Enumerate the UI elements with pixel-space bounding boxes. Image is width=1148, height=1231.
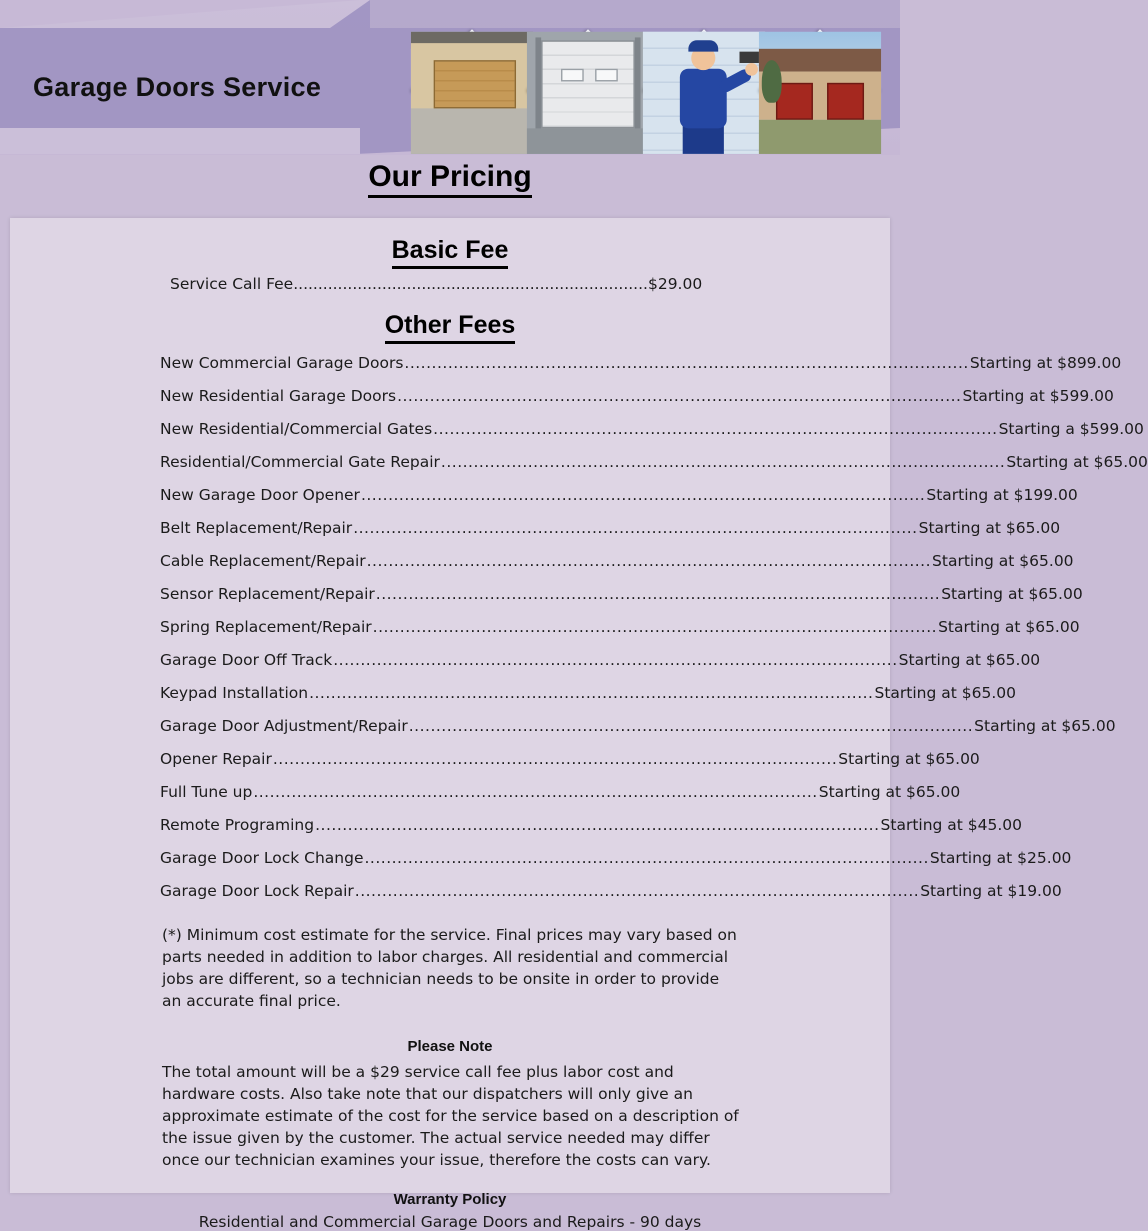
leader-dots: ........................................................................................................ bbox=[315, 816, 880, 834]
badge-garage-door-tan-icon bbox=[411, 29, 533, 151]
fee-value: Starting at $65.00 bbox=[918, 519, 1061, 537]
fee-value: Starting at $599.00 bbox=[962, 387, 1114, 405]
pricing-card bbox=[10, 218, 1148, 1231]
leader-dots: ........................................................................................................ bbox=[404, 354, 969, 372]
other-fees-rows bbox=[10, 354, 1148, 900]
fee-label: Opener Repair bbox=[160, 750, 272, 768]
fee-value: Starting at $65.00 bbox=[941, 585, 1083, 603]
basic-fee-label: Service Call Fee bbox=[170, 275, 294, 293]
fee-value: Starting at $19.00 bbox=[920, 882, 1062, 900]
table-row bbox=[10, 354, 1122, 372]
fee-value: Starting a $599.00 bbox=[998, 420, 1144, 438]
table-row bbox=[10, 651, 1041, 669]
table-row bbox=[170, 275, 730, 293]
please-note-heading: Please Note bbox=[407, 1038, 493, 1055]
leader-dots: ........................................................................................................ bbox=[354, 882, 920, 900]
basic-fee-rows bbox=[10, 275, 890, 293]
fee-label: Garage Door Lock Change bbox=[160, 849, 364, 867]
leader-dots: ........................................................................................................ bbox=[272, 750, 838, 768]
fee-value: Starting at $65.00 bbox=[932, 552, 1074, 570]
leader-dots: ........................................................................................................ bbox=[366, 552, 932, 570]
fee-label: New Residential/Commercial Gates bbox=[160, 420, 433, 438]
table-row bbox=[10, 519, 1061, 537]
leader-dots: ........................................................................................................ bbox=[372, 618, 938, 636]
leader-dots: ........................................................................................................ bbox=[433, 420, 998, 438]
fee-label: Belt Replacement/Repair bbox=[160, 519, 353, 537]
table-row bbox=[10, 552, 1074, 570]
fee-label: Garage Door Adjustment/Repair bbox=[160, 717, 408, 735]
fee-label: Full Tune up bbox=[160, 783, 253, 801]
fee-label: New Residential Garage Doors bbox=[160, 387, 397, 405]
fee-value: Starting at $65.00 bbox=[938, 618, 1080, 636]
fee-label: New Commercial Garage Doors bbox=[160, 354, 404, 372]
page-title-text: Our Pricing bbox=[368, 160, 531, 198]
fee-value: Starting at $65.00 bbox=[818, 783, 961, 801]
table-row bbox=[10, 816, 1023, 834]
fee-label: Keypad Installation bbox=[160, 684, 309, 702]
fee-label: Remote Programing bbox=[160, 816, 315, 834]
fee-value: Starting at $899.00 bbox=[969, 354, 1122, 372]
fee-value: Starting at $45.00 bbox=[880, 816, 1023, 834]
table-row bbox=[10, 849, 1072, 867]
leader-dots: ........................................................................................................ bbox=[408, 717, 974, 735]
fee-label: Residential/Commercial Gate Repair bbox=[160, 453, 440, 471]
leader-dots: ........................................................................................................ bbox=[253, 783, 818, 801]
fee-value: Starting at $65.00 bbox=[898, 651, 1041, 669]
basic-fee-section-title-text: Basic Fee bbox=[392, 236, 509, 269]
leader-dots: ........................................................................................................ bbox=[309, 684, 874, 702]
leader-dots: ........................................................................................................ bbox=[397, 387, 962, 405]
fee-value: Starting at $199.00 bbox=[926, 486, 1078, 504]
fee-value: Starting at $65.00 bbox=[874, 684, 1016, 702]
fee-value: Starting at $65.00 bbox=[1006, 453, 1148, 471]
warranty-policy-body: Residential and Commercial Garage Doors and Repairs - 90 days bbox=[198, 1213, 702, 1231]
fee-label: Garage Door Off Track bbox=[160, 651, 333, 669]
header-badge-group bbox=[420, 30, 890, 150]
fee-value: Starting at $65.00 bbox=[838, 750, 980, 768]
fee-label: Sensor Replacement/Repair bbox=[160, 585, 375, 603]
table-row bbox=[10, 453, 1148, 471]
table-row bbox=[10, 717, 1116, 735]
leader-dots: ........................................................................................................ bbox=[353, 519, 918, 537]
fee-value: Starting at $25.00 bbox=[929, 849, 1072, 867]
band-decoration-lower-left bbox=[0, 128, 360, 154]
fee-value: Starting at $65.00 bbox=[974, 717, 1116, 735]
basic-fee-section-title bbox=[10, 236, 890, 265]
fineprint-disclaimer: (*) Minimum cost estimate for the service. Final prices may vary based on parts needed in addition to labor charges. All residential and commercial jobs are different, so a technician needs to be onsite in order to provide an accurate final price. bbox=[162, 926, 737, 1010]
please-note-body: The total amount will be a $29 service call fee plus labor cost and hardware costs. Also take note that our dispatchers will only give an approximate estimate of the cost for the service based on a description of the issue given by the customer. The actual service needed may differ once our technician examines your issue, therefore the costs can vary. bbox=[162, 1063, 739, 1169]
badge-house-red-doors-icon bbox=[759, 29, 881, 151]
leader-dots: ........................................................................................................ bbox=[440, 453, 1006, 471]
table-row bbox=[10, 585, 1083, 603]
table-row bbox=[10, 684, 1016, 702]
table-row bbox=[10, 420, 1144, 438]
page-title bbox=[0, 160, 900, 194]
table-row bbox=[10, 750, 980, 768]
warranty-policy-heading: Warranty Policy bbox=[393, 1191, 507, 1208]
other-fees-section-title bbox=[10, 311, 890, 340]
fee-label: Garage Door Lock Repair bbox=[160, 882, 354, 900]
table-row bbox=[10, 618, 1080, 636]
leader-dots: ........................................................................................................ bbox=[360, 486, 926, 504]
fee-label: Spring Replacement/Repair bbox=[160, 618, 372, 636]
page-header-band bbox=[0, 0, 900, 155]
other-fees-section-title-text: Other Fees bbox=[385, 311, 516, 344]
table-row bbox=[10, 387, 1114, 405]
leader-dots: ........................................................................................................ bbox=[333, 651, 898, 669]
badge-garage-door-white-icon bbox=[527, 29, 649, 151]
leader-dots: ........................................................................ bbox=[293, 275, 648, 293]
table-row bbox=[10, 882, 1062, 900]
fee-label: New Garage Door Opener bbox=[160, 486, 360, 504]
site-title: Garage Doors Service bbox=[33, 72, 322, 102]
table-row bbox=[10, 486, 1078, 504]
band-decoration-left bbox=[0, 0, 360, 28]
basic-fee-value: $29.00 bbox=[647, 275, 703, 293]
leader-dots: ........................................................................................................ bbox=[364, 849, 929, 867]
badge-technician-drill-icon bbox=[643, 29, 765, 151]
fee-label: Cable Replacement/Repair bbox=[160, 552, 366, 570]
leader-dots: ........................................................................................................ bbox=[375, 585, 941, 603]
band-decoration-top bbox=[370, 0, 900, 28]
table-row bbox=[10, 783, 961, 801]
band-decoration-wedge bbox=[330, 0, 370, 28]
